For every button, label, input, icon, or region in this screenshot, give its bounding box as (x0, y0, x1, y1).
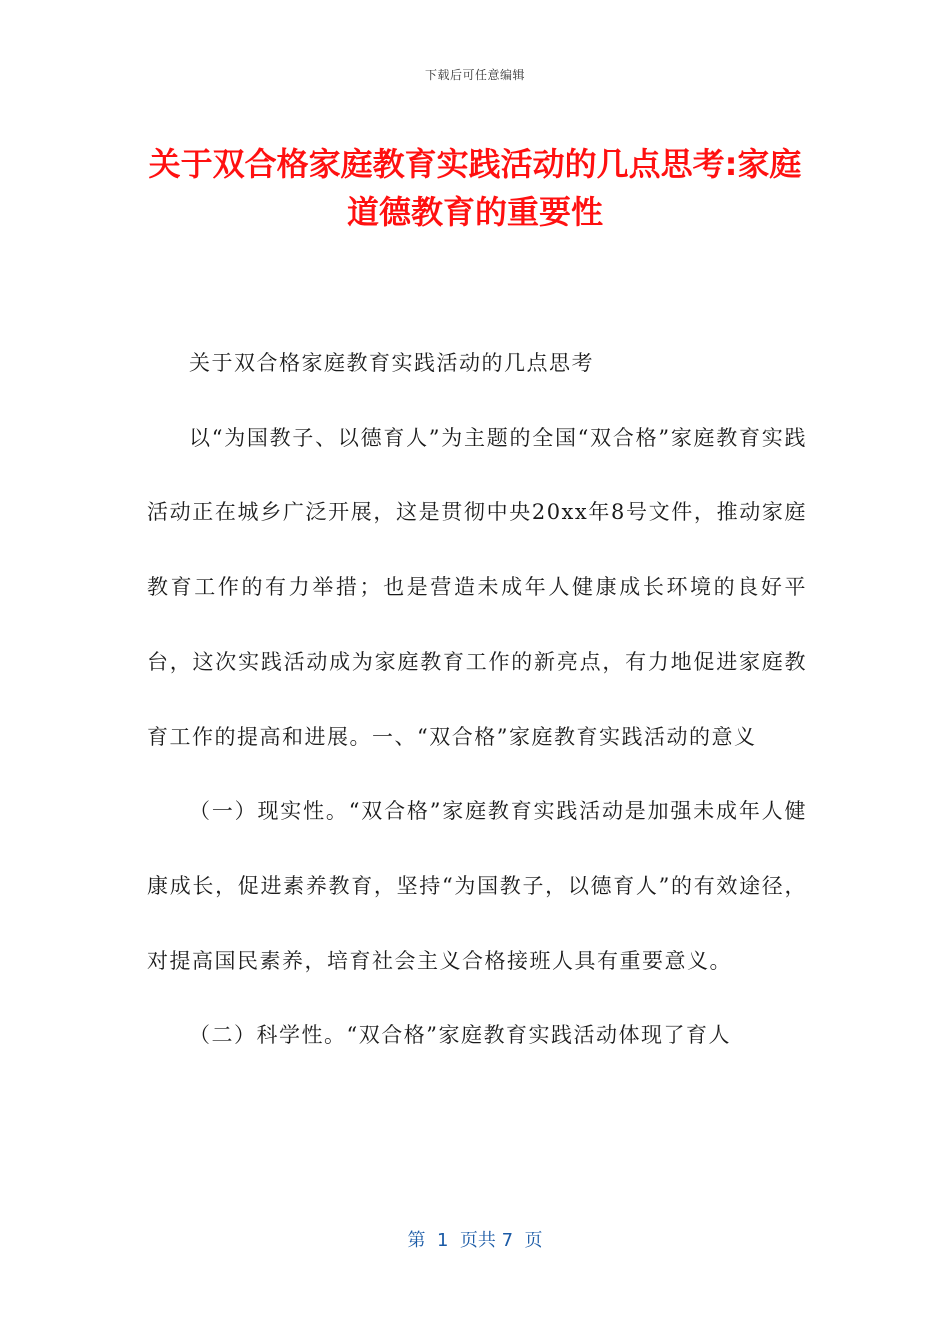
header-note: 下载后可任意编辑 (424, 68, 525, 82)
paragraph-reality: （一）现实性。“双合格”家庭教育实践活动是加强未成年人健康成长，促进素养教育，坚持“为国教子，以德育人”的有效途径，对提高国民素养，培育社会主义合格接班人具有重要意义。 (147, 799, 807, 973)
paragraph-subtitle: 关于双合格家庭教育实践活动的几点思考 (189, 351, 594, 375)
document-title: 关于双合格家庭教育实践活动的几点思考:家庭道德教育的重要性 (148, 145, 802, 231)
paragraph-intro: 以“为国教子、以德育人”为主题的全国“双合格”家庭教育实践活动正在城乡广泛开展，这是贯彻中央20xx年8号文件，推动家庭教育工作的有力举措；也是营造未成年人健康成长环境的良好平台，这次实践活动成为家庭教育工作的新亮点，有力地促进家庭教育工作的提高和进展。一、“双合格”家庭教育实践活动的意义 (147, 425, 807, 749)
page-footer: 第 1 页共 7 页 (407, 1230, 543, 1251)
paragraph-science: （二）科学性。“双合格”家庭教育实践活动体现了育人 (189, 1023, 731, 1048)
document-body (147, 326, 807, 1073)
